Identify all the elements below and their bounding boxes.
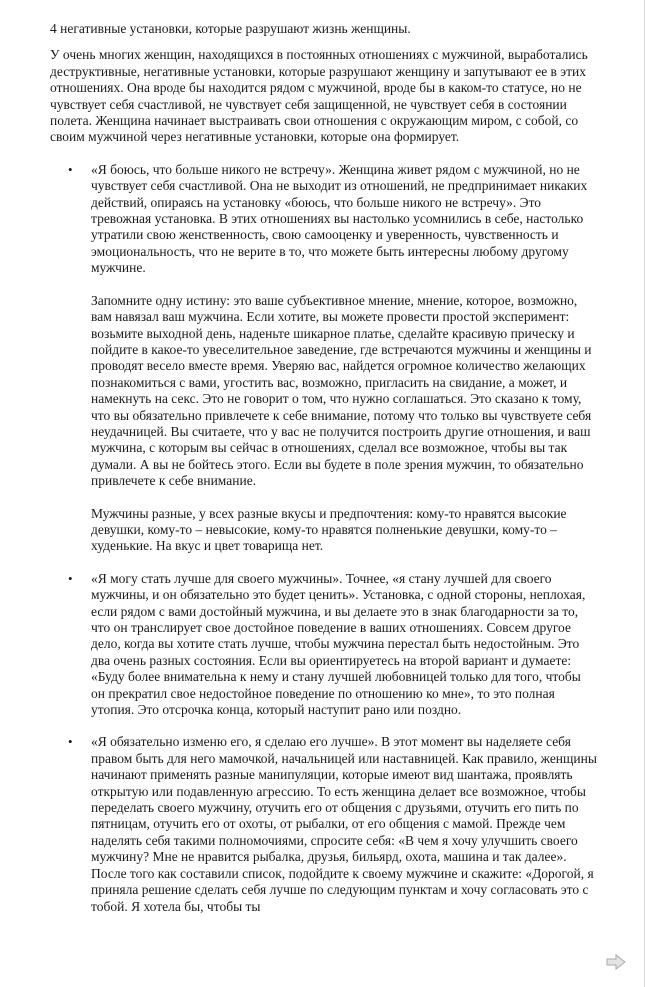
list-item bbox=[50, 162, 598, 555]
bullet-icon: • bbox=[68, 161, 73, 177]
bullet-icon: • bbox=[68, 734, 73, 750]
bullet-icon: • bbox=[68, 570, 73, 586]
list-item bbox=[50, 734, 598, 914]
list-item-paragraph: Запомните одну истину: это ваше субъективное мнение, мнение, которое, возможно, вам навязал ваш мужчина. Если хотите, вы можете провести простой эксперимент: возьмите выходной день, наденьте шикарное платье, сделайте красивую прическу и пойдите в какое-то увеселительное заведение, где встречаются мужчины и женщины и проводят весело вместе время. Уверяю вас, найдется огромное количество желающих познакомиться с вами, угостить вас, возможно, пригласить на свидание, а может, и намекнуть на секс. Это не говорит о том, что нужно соглашаться. Это сказано к тому, что вы обязательно привлечете к себе внимание, потому что только вы чувствуете себя неудачницей. Вы считаете, что у вас не получится построить другие отношения, и ваш мужчина, с которым вы сейчас в отношениях, сделал все возможное, чтобы вы так думали. А вы не бойтесь этого. Если вы будете в поле зрения мужчин, то обязательно привлечете к себе внимание. bbox=[91, 292, 592, 489]
document-content bbox=[50, 21, 598, 931]
list-item-paragraph: «Я боюсь, что больше никого не встречу». Женщина живет рядом с мужчиной, но не чувствует себя счастливой. Она не выходит из отношений, не предпринимает никаких действий, опираясь на установку «боюсь, что больше никого не встречу». Это тревожная установка. В этих отношениях вы настолько усомнились в себе, настолько утратили свою женственность, свою самооценку и уверенность, чувственность и эмоциональность, что не верите в то, что можете быть интересны любому другому мужчине. bbox=[91, 161, 588, 276]
document-title: 4 негативные установки, которые разрушают жизнь женщины. bbox=[50, 21, 411, 36]
bullet-list bbox=[50, 162, 598, 915]
next-page-arrow-icon[interactable] bbox=[606, 954, 626, 970]
list-item-paragraph: «Я могу стать лучше для своего мужчины». Точнее, «я стану лучшей для своего мужчины, и он обязательно это будет ценить». Установка, с одной стороны, неплохая, если рядом с вами достойный мужчина, и вы делаете это в знак благодарности за то, что он транслирует свое достойное поведение в ваших отношениях. Совсем другое дело, когда вы хотите стать лучше, чтобы мужчина перестал быть недостойным. Это два очень разных состояния. Если вы ориентируетесь на второй вариант и думаете: «Буду более внимательна к нему и стану лучшей любовницей только для того, чтобы он прекратил свое недостойное поведение по отношению ко мне», то это полная утопия. Это отсрочка конца, который наступит рано или поздно. bbox=[91, 570, 586, 718]
intro-paragraph: У очень многих женщин, находящихся в постоянных отношениях с мужчиной, выработались деструктивные, негативные установки, которые разрушают женщину и запутывают ее в этих отношениях. Она вроде бы находится рядом с мужчиной, вроде бы в каком-то статусе, но не чувствует себя счастливой, не чувствует себя защищенной, не чувствует себя в состоянии полета. Женщина начинает выстраивать свои отношения с окружающим миром, с собой, со своим мужчиной через негативные установки, которые она формирует. bbox=[50, 47, 588, 145]
list-item-paragraph: Мужчины разные, у всех разные вкусы и предпочтения: кому-то нравятся высокие девушки, кому-то – невысокие, кому-то нравятся полненькие девушки, кому-то – худенькие. На вкус и цвет товарища нет. bbox=[91, 505, 567, 554]
list-item bbox=[50, 571, 598, 719]
list-item-paragraph: «Я обязательно изменю его, я сделаю его лучше». В этот момент вы наделяете себя правом быть для него мамочкой, начальницей или наставницей. Как правило, женщины начинают применять разные манипуляции, которые имеют вид шантажа, проявлять открытую или подавленную агрессию. То есть женщина делает все возможное, чтобы переделать своего мужчину, отучить его от общения с друзьями, отучить его пить по пятницам, отучить его от охоты, от рыбалки, от его общения с мамой. Прежде чем наделять себя такими полномочиями, спросите себя: «В чем я хочу улучшить своего мужчину? Мне не нравится рыбалка, друзья, бильярд, охота, машина и так далее». После того как составили список, подойдите к своему мужчине и скажите: «Дорогой, я приняла решение сделать себя лучше по следующим пунктам и хочу согласовать это с тобой. Я хотела бы, чтобы ты bbox=[91, 734, 597, 914]
